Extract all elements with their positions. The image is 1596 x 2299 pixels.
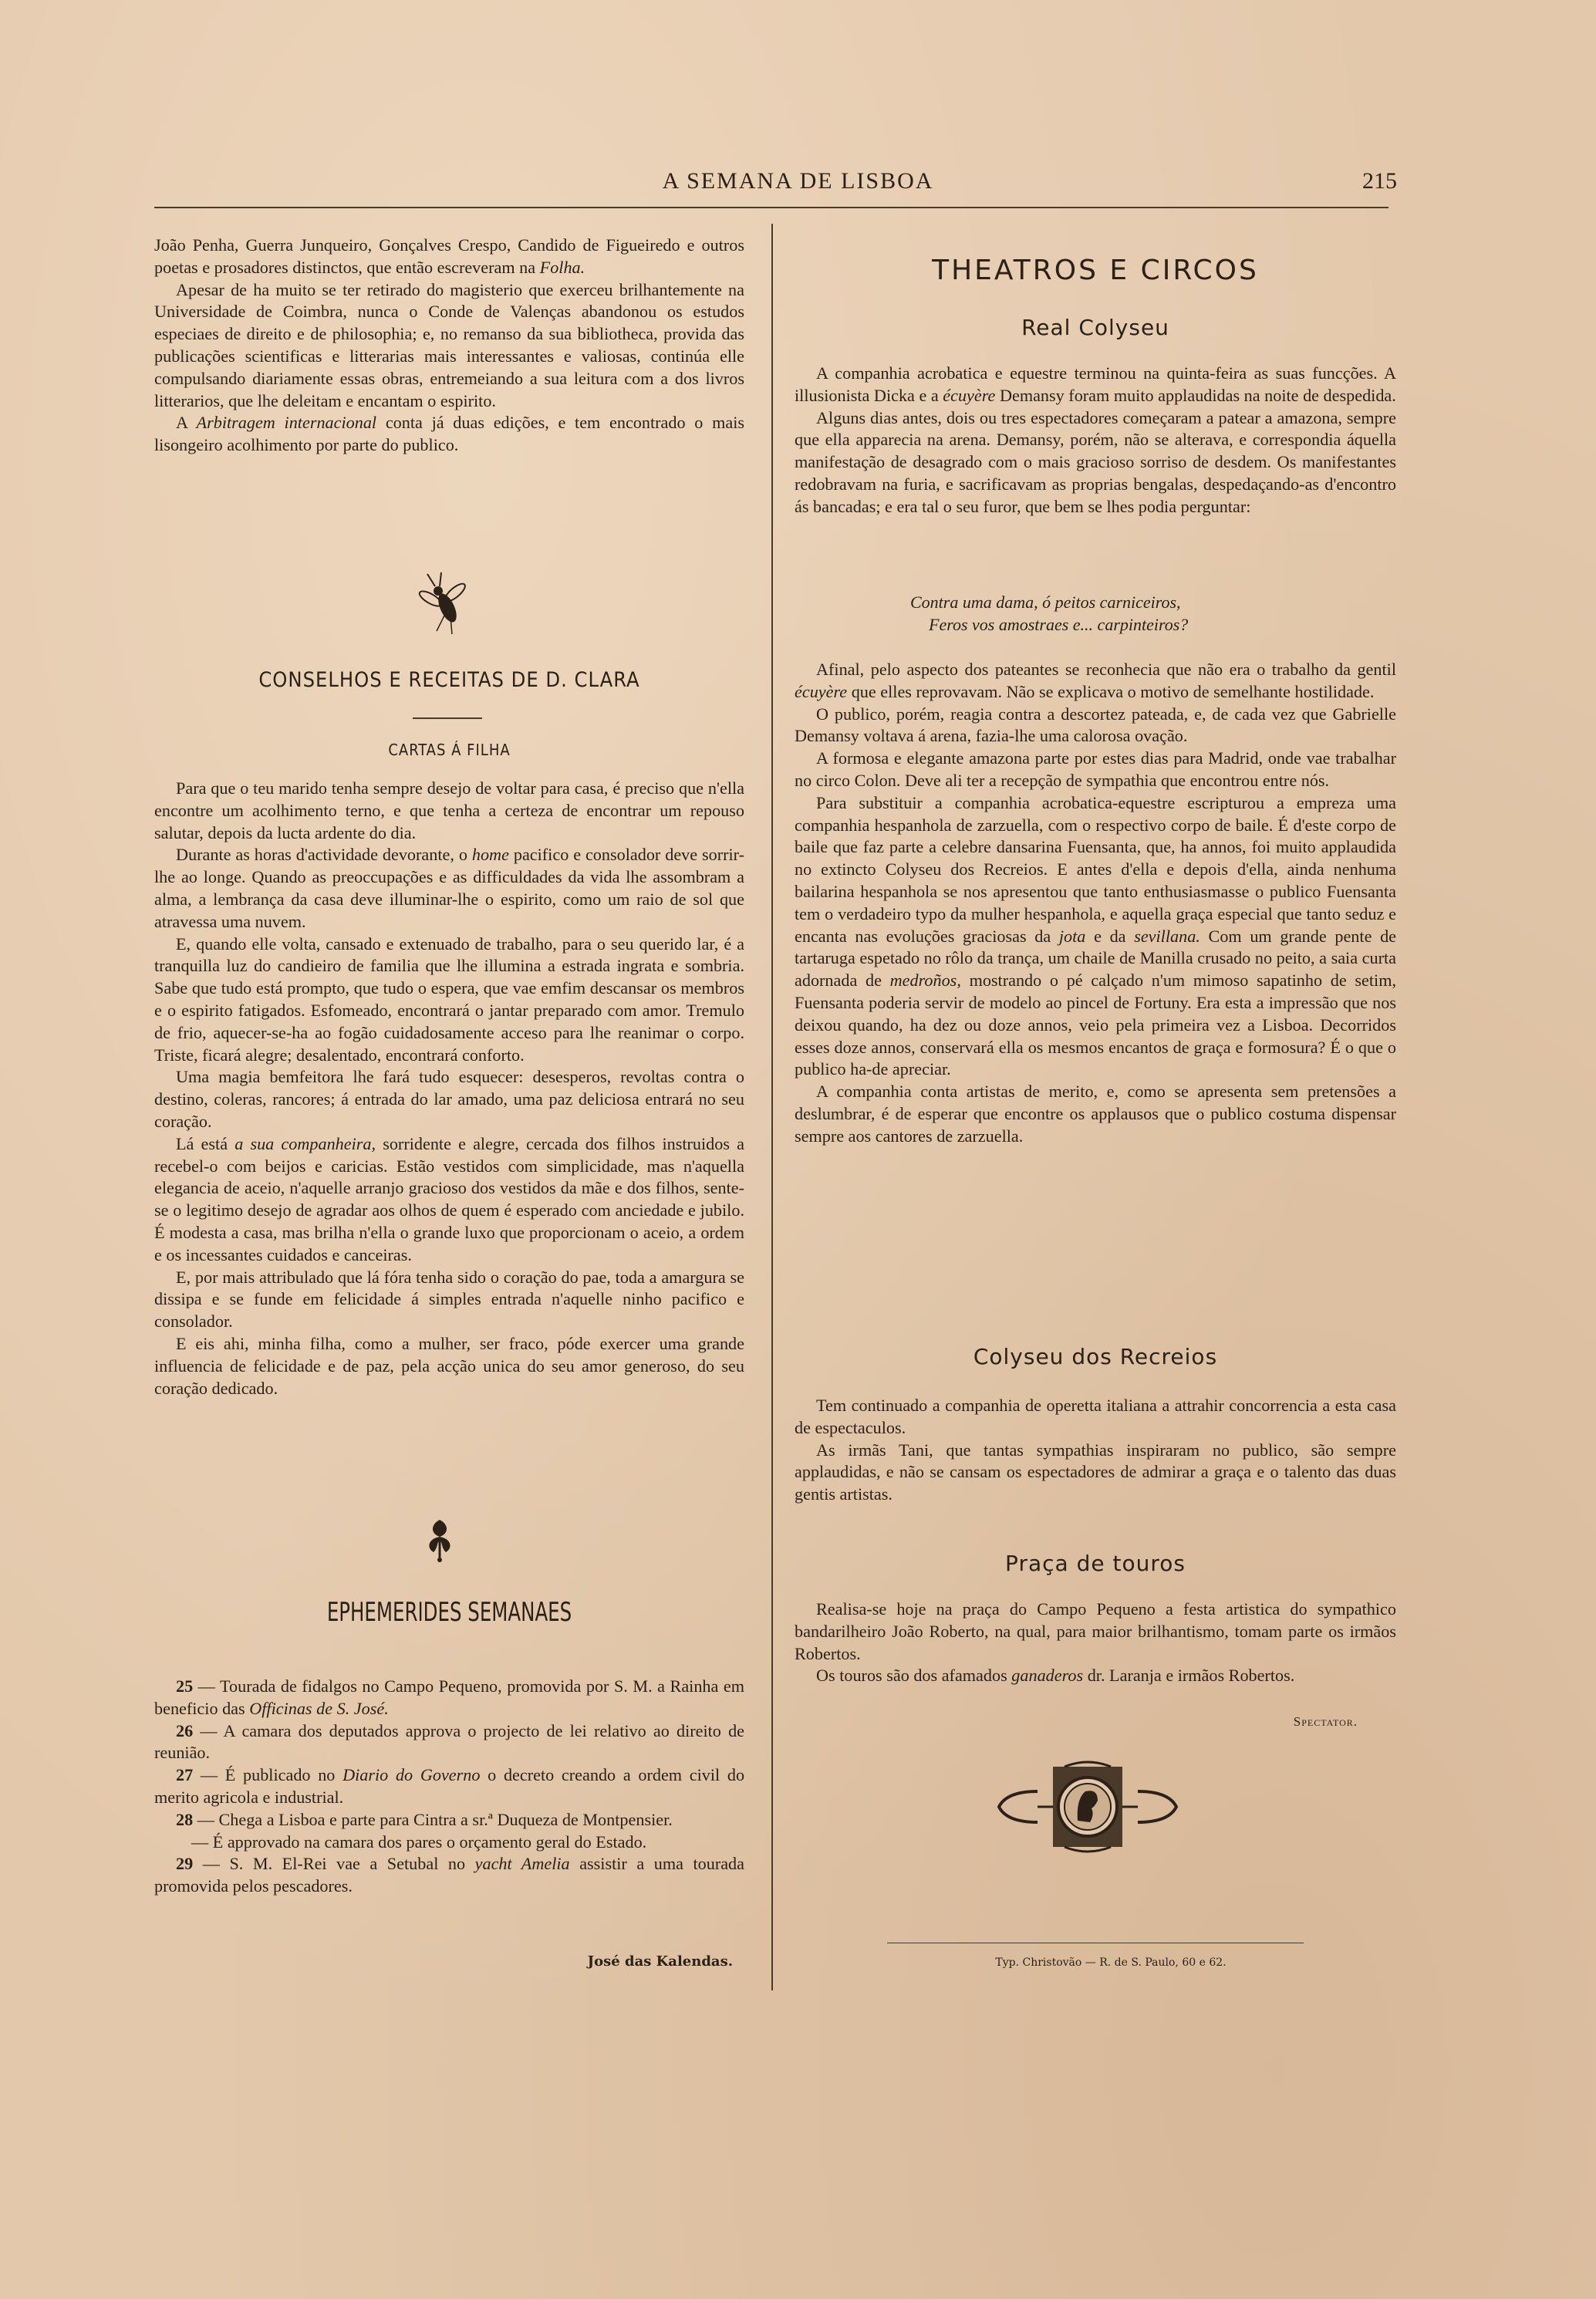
theatros-title: THEATROS E CIRCOS: [932, 255, 1259, 286]
conselhos-paragraph-4: Uma magia bemfeitora lhe fará tudo esquecer: desesperos, revoltas contra o destino, coleras, rancores; á entrada do lar amado, uma paz deliciosa entrará no seu coração.: [154, 1067, 744, 1131]
conselhos-subtitle: CARTAS Á FILHA: [388, 741, 511, 759]
running-head: A SEMANA DE LISBOA: [662, 168, 934, 194]
portrait-medallion-icon: [991, 1761, 1184, 1853]
conselhos-article: [154, 778, 744, 1399]
real-colyseu-paragraph-3: Afinal, pelo aspecto dos pateantes se reconhecia que não era o trabalho da gentil écuyère que elles reprovavam. Não se explicava o motivo de semelhante hostilidade.: [795, 660, 1396, 701]
real-colyseu-paragraph-2: Alguns dias antes, dois ou tres espectadores começaram a patear a amazona, sempre que ella apparecia na arena. Demansy, porém, não se alterava, e correspondia áquella manifestação de desagrado com o mais gracioso sorriso de desdem. Os manifestantes redobravam na furia, e sacrificavam as proprias bengalas, despedaçando-as d'encontro ás bancadas; e era tal o seu furor, que bem se lhes podia perguntar:: [795, 407, 1396, 516]
real-colyseu-article-b: [795, 659, 1396, 1148]
conselhos-paragraph-5: Lá está a sua companheira, sorridente e alegre, cercada dos filhos instruidos a recebel-o com beijos e caricias. Estão vestidos com simplicidade, mas n'aquella elegancia de aceio, n'aquelle arranjo gracioso dos vestidos da mãe e dos filhos, sente-se o legitimo desejo de agradar aos olhos de quem é esperado com anciedade e jubilo. É modesta a casa, mas brilha n'ella o grande luxo que proporcionam o aceio, a ordem e os incessantes cuidados e canceiras.: [154, 1133, 745, 1264]
intro-paragraph-3: A Arbitragem internacional conta já duas edições, e tem encontrado o mais lisongeiro acolhimento por parte do publico.: [154, 413, 745, 455]
real-colyseu-paragraph-1: A companhia acrobatica e equestre terminou na quinta-feira as suas funcções. A illusionista Dicka e a écuyère Demansy foram muito applaudidas na noite de despedida.: [795, 363, 1396, 405]
colyseu-recreios-title: Colyseu dos Recreios: [973, 1344, 1218, 1369]
conselhos-paragraph-6: E, por mais attribulado que lá fóra tenha sido o coração do pae, toda a amargura se dissipa e se funde em felicidade á simples entrada n'aquelle ninho pacifico e consolador.: [154, 1267, 744, 1332]
spectator-signature: Spectator.: [1293, 1714, 1358, 1729]
praca-touros-title: Praça de touros: [1005, 1551, 1186, 1576]
real-colyseu-paragraph-5: A formosa e elegante amazona parte por estes dias para Madrid, onde vae trabalhar no circo Colon. Deve ali ter a recepção de sympathia que encontrou entre nós.: [795, 748, 1396, 790]
printer-imprint: Typ. Christovão — R. de S. Paulo, 60 e 62.: [995, 1956, 1227, 1969]
conselhos-paragraph-2: Durante as horas d'actividade devorante, o home pacifico e consolador deve sorrir-lhe ao longe. Quando as preoccupações e as difficuldades da vida lhe assombram a alma, a lembrança da casa deve illuminar-lhe o espirito, como um raio de sol que atravessa uma nuvem.: [154, 845, 745, 931]
ephemerides-signature: José das Kalendas.: [587, 1953, 733, 1970]
praca-touros-paragraph-1: Realisa-se hoje na praça do Campo Pequeno a festa artistica do sympathico bandarilheiro João Roberto, na qual, para maior brilhantismo, tomam parte os irmãos Robertos.: [795, 1599, 1396, 1663]
intro-article: [154, 235, 744, 457]
ephemeris-28b: — É approvado na camara dos pares o orçamento geral do Estado.: [191, 1831, 647, 1852]
verse-line-1: Contra uma dama, ó peitos carniceiros,: [910, 592, 1181, 612]
colyseu-recreios-article: [795, 1395, 1396, 1506]
header-rule: [154, 207, 1388, 208]
real-colyseu-paragraph-6: Para substituir a companhia acrobatica-equestre escripturou a empreza uma companhia hespanhola de zarzuella, com o respectivo corpo de baile. É d'este corpo de baile que faz parte a celebre dansarina Fuensanta, que, ha annos, foi muito applaudida no extincto Colyseu dos Recreios. E antes d'ella e depois d'ella, ainda nenhuma bailarina hespanhola se nos apresentou que tanto enthusiasmasse o publico Fuensanta tem o verdadeiro typo da mulher hespanhola, e aquella graça especial que tanto seduz e encanta nas evoluções graciosas da jota e da sevillana. Com um grande pente de tartaruga espetado no rôlo da trança, um chaile de Manilla crusado no peito, a saia curta adornada de medroños, mostrando o pé calçado n'um mimoso sapatinho de setim, Fuensanta poderia servir de modelo ao pincel de Fortuny. Era esta a impressão que nos deixou quando, ha dez ou doze annos, veio pela primeira vez a Lisboa. Decorridos esses doze annos, conservará ella os mesmos encantos de graça e formosura? É o que o publico ha-de apreciar.: [795, 792, 1397, 1079]
colyseu-recreios-paragraph-2: As irmãs Tani, que tantas sympathias inspiraram no publico, são sempre applaudidas, e não se cansam os espectadores de admirar a graça e o talento das duas gentis artistas.: [795, 1440, 1396, 1504]
intro-paragraph-2: Apesar de ha muito se ter retirado do magisterio que exerceu brilhantemente na Universidade de Coimbra, nunca o Conde de Valenças abandonou os estudos especiaes de direito e de philosophia; e, no remanso da sua bibliotheca, provida das publicações scientificas e litterarias mais interessantes e valiosas, continúa elle compulsando diariamente essas obras, entremeiando a sua leitura com a dos livros litterarios, que lhe deleitam e encantam o espirito.: [154, 279, 744, 410]
fleuron-icon: [423, 1517, 457, 1563]
ephemeris-25: 25 — Tourada de fidalgos no Campo Pequeno, promovida por S. M. a Rainha em beneficio das Officinas de S. José.: [154, 1676, 745, 1718]
conselhos-rule: [413, 717, 482, 719]
praca-touros-article: [795, 1598, 1396, 1687]
column-divider: [771, 224, 773, 1990]
ephemeris-29: 29 — S. M. El-Rei vae a Setubal no yacht Amelia assistir a uma tourada promovida pelos pescadores.: [154, 1854, 744, 1896]
verse-line-2: Feros vos amostraes e... carpinteiros?: [929, 615, 1189, 634]
intro-paragraph-1: João Penha, Guerra Junqueiro, Gonçalves Crespo, Candido de Figueiredo e outros poetas e prosadores distinctos, que então escreveram na Folha.: [154, 235, 744, 277]
verse-quote: [910, 591, 1373, 636]
conselhos-paragraph-3: E, quando elle volta, cansado e extenuado de trabalho, para o seu querido lar, é a tranquilla luz do candieiro de familia que lhe illumina a estrada ingrata e sombria. Sabe que tudo está prompto, que tudo o espera, que vae emfim descansar os membros e o espirito fatigados. Esfomeado, encontrará o jantar preparado com amor. Tremulo de frio, aquecer-se-ha ao fogão cuidadosamente acceso para lhe reanimar o corpo. Triste, ficará alegre; desalentado, encontrará conforto.: [154, 933, 744, 1065]
ephemeris-26: 26 — A camara dos deputados approva o projecto de lei relativo ao direito de reunião.: [154, 1720, 745, 1763]
wasp-icon: [417, 569, 471, 639]
real-colyseu-article-a: [795, 363, 1396, 518]
colyseu-recreios-paragraph-1: Tem continuado a companhia de operetta italiana a attrahir concorrencia a esta casa de espectaculos.: [795, 1396, 1396, 1437]
ephemeris-27: 27 — É publicado no Diario do Governo o decreto creando a ordem civil do merito agricola e industrial.: [154, 1765, 745, 1807]
intro-italic: Folha.: [539, 257, 585, 277]
ephemeris-28: 28 — Chega a Lisboa e parte para Cintra a sr.ª Duqueza de Montpensier.: [176, 1809, 673, 1829]
ephemerides-list: [154, 1676, 744, 1898]
real-colyseu-paragraph-4: O publico, porém, reagia contra a descortez pateada, e, de cada vez que Gabrielle Demansy voltava á arena, fazia-lhe uma calorosa ovação.: [795, 704, 1396, 746]
real-colyseu-paragraph-7: A companhia conta artistas de merito, e, como se apresenta sem pretensões a deslumbrar, é de esperar que encontre os applausos que o publico costuma dispensar sempre aos cantores de zarzuella.: [795, 1082, 1396, 1146]
page-number: 215: [1362, 168, 1397, 194]
conselhos-paragraph-1: Para que o teu marido tenha sempre desejo de voltar para casa, é preciso que n'ella encontre um acolhimento terno, e que tenha a certeza de encontrar um repouso salutar, depois da lucta ardente do dia.: [154, 778, 744, 842]
ephemerides-title: EPHEMERIDES SEMANAES: [326, 1597, 572, 1628]
real-colyseu-title: Real Colyseu: [1021, 315, 1169, 340]
praca-touros-paragraph-2: Os touros são dos afamados ganaderos dr. Laranja e irmãos Robertos.: [816, 1666, 1295, 1686]
conselhos-paragraph-7: E eis ahi, minha filha, como a mulher, ser fraco, póde exercer uma grande influencia de felicidade e de paz, pela acção unica do seu amor generoso, do seu coração dedicado.: [154, 1333, 744, 1398]
conselhos-title: CONSELHOS E RECEITAS DE D. CLARA: [258, 668, 640, 692]
